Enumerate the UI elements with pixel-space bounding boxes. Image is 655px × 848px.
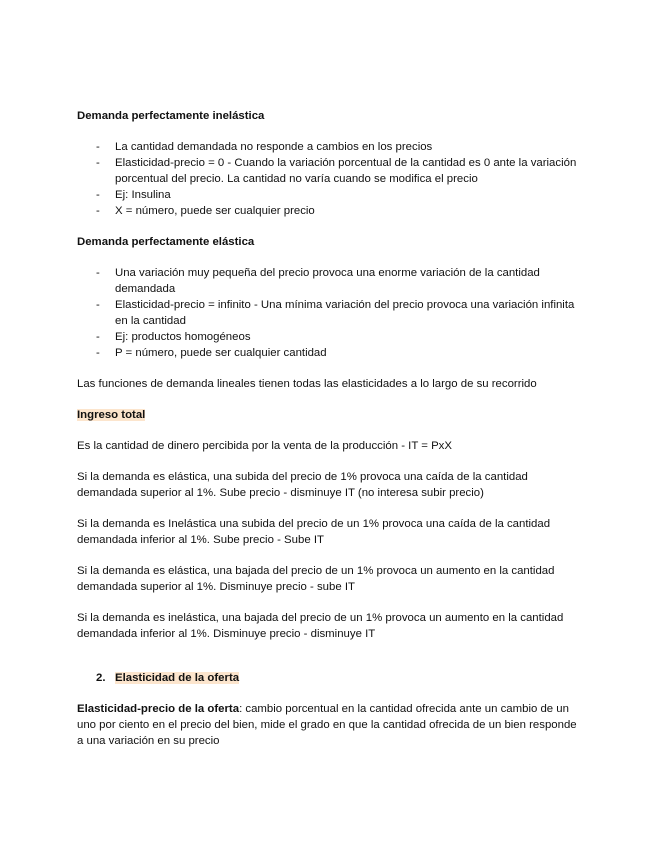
ingreso-paragraph-1: Si la demanda es elástica, una subida del precio de 1% provoca una caída de la cantidad demandada superior al 1%. Sube precio - disminuye IT (no interesa subir precio) xyxy=(77,471,528,499)
dash-bullet: - xyxy=(96,299,100,311)
ingreso-definition: Es la cantidad de dinero percibida por la venta de la producción - IT = PxX xyxy=(77,440,452,452)
heading-elasticidad-oferta: 2. Elasticidad de la oferta xyxy=(96,672,240,684)
linear-demand-note: Las funciones de demanda lineales tienen todas las elasticidades a lo largo de su recorrido xyxy=(77,378,537,390)
heading-elastic: Demanda perfectamente elástica xyxy=(77,236,255,248)
ingreso-paragraph-2: Si la demanda es Inelástica una subida del precio de un 1% provoca una caída de la cantidad demandada inferior al 1%. Sube precio - Sube IT xyxy=(77,518,551,546)
list-item: - Una variación muy pequeña del precio provoca una enorme variación de la cantidad demandada xyxy=(96,267,540,295)
ingreso-paragraph-3: Si la demanda es elástica, una bajada del precio de un 1% provoca un aumento en la cantidad demandada superior al 1%. Disminuye precio - sube IT xyxy=(77,565,555,593)
dash-bullet: - xyxy=(96,331,100,343)
dash-bullet: - xyxy=(96,205,100,217)
dash-bullet: - xyxy=(96,189,100,201)
oferta-term: Elasticidad-precio de la oferta xyxy=(77,703,240,715)
list-item: - Elasticidad-precio = 0 - Cuando la variación porcentual de la cantidad es 0 ante la variación porcentual del precio. La cantidad no varía cuando se modifica el precio xyxy=(96,157,577,185)
list-item: - X = número, puede ser cualquier precio xyxy=(96,205,315,217)
list-elastic xyxy=(77,265,577,361)
dash-bullet: - xyxy=(96,347,100,359)
ingreso-paragraph-4: Si la demanda es inelástica, una bajada del precio de un 1% provoca un aumento en la cantidad demandada inferior al 1%. Disminuye precio - disminuye IT xyxy=(77,612,564,640)
heading-ingreso-total: Ingreso total xyxy=(77,409,146,421)
list-item: - Ej: Insulina xyxy=(96,189,171,201)
oferta-definition: Elasticidad-precio de la oferta: cambio porcentual en la cantidad ofrecida ante un cambio de un uno por ciento en el precio del bien, mide el grado en que la cantidad ofrecida de un bien responde a una variación en su precio xyxy=(77,703,577,747)
list-item: - P = número, puede ser cualquier cantidad xyxy=(96,347,327,359)
list-inelastic xyxy=(77,139,577,219)
dash-bullet: - xyxy=(96,157,100,169)
dash-bullet: - xyxy=(96,267,100,279)
dash-bullet: - xyxy=(96,141,100,153)
list-item: - La cantidad demandada no responde a cambios en los precios xyxy=(96,141,433,153)
heading-inelastic: Demanda perfectamente inelástica xyxy=(77,110,265,122)
document-page xyxy=(77,108,577,749)
list-item: - Elasticidad-precio = infinito - Una mínima variación del precio provoca una variación infinita en la cantidad xyxy=(96,299,575,327)
section-number: 2. xyxy=(96,672,106,684)
list-item: - Ej: productos homogéneos xyxy=(96,331,251,343)
